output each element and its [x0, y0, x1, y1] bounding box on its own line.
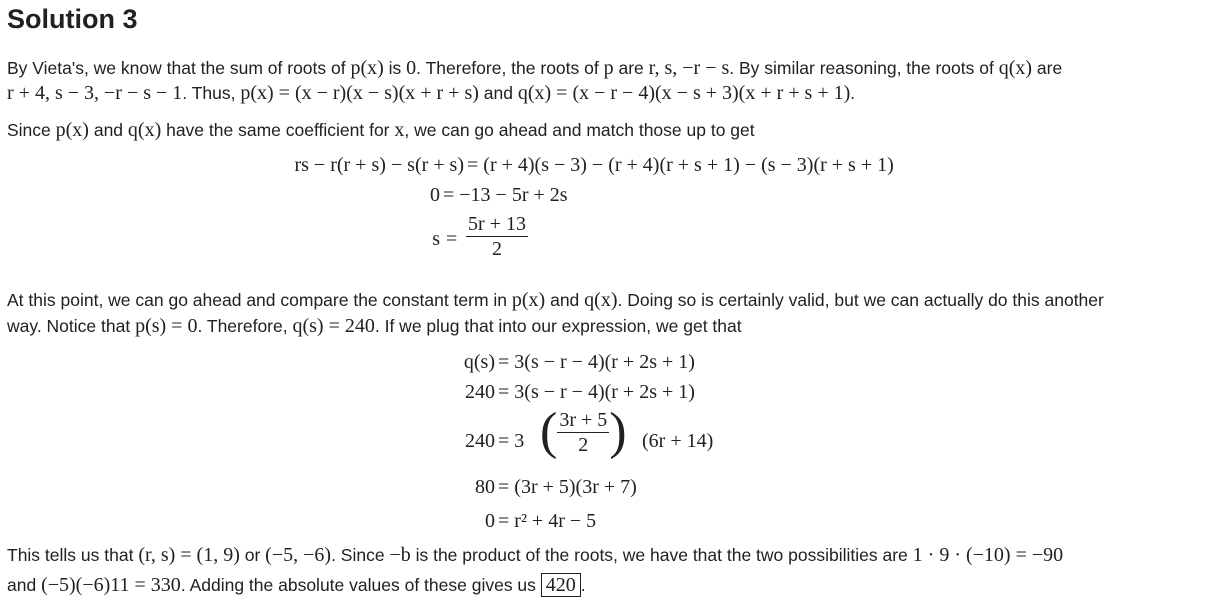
math-inline: q(x) — [998, 57, 1033, 79]
paragraph-4-line-1: This tells us that (r, s) = (1, 9) or (−5, −6). Since −b is the product of the roots, we have that the two possibilities are 1 · 9 · (−10) = −90 — [7, 544, 1064, 566]
solution-heading: Solution 3 — [7, 4, 138, 34]
math-inline: 1 · 9 · (−10) = −90 — [912, 544, 1064, 566]
paragraph-1-line-1: By Vieta's, we know that the sum of roots of p(x) is 0. Therefore, the roots of p are r, s, −r − s. By similar reasoning, the roots of q(x) are — [7, 57, 1063, 79]
math-inline: (r, s) = (1, 9) — [138, 544, 240, 566]
math-inline: q(x) = (x − r − 4)(x − s + 3)(x + r + s + 1) — [517, 82, 851, 104]
math-inline: p(s) = 0 — [135, 315, 198, 337]
paragraph-1-line-2: r + 4, s − 3, −r − s − 1. Thus, p(x) = (x − r)(x − s)(x + r + s) and q(x) = (x − r − 4)(x − s + 3)(x + r + s + 1). — [7, 82, 856, 104]
math-inline: 0 — [406, 57, 417, 79]
math-inline: q(x) — [584, 289, 618, 311]
math-inline: p — [603, 57, 614, 79]
parenthesized-fraction: ( $\frac{3r + 5}{2}$ ) — [540, 403, 627, 460]
math-inline: (−5, −6) — [265, 544, 332, 566]
math-inline: p(x) — [55, 119, 89, 141]
paragraph-3-line-2: way. Notice that p(s) = 0. Therefore, q(s) = 240. If we plug that into our expression, we get that — [7, 315, 742, 337]
boxed-answer: 420 — [541, 573, 581, 597]
fraction: $\frac{5r + 13}{2}$ — [468, 213, 526, 260]
math-inline: −b — [389, 544, 411, 566]
math-inline: (−5)(−6)11 = 330 — [41, 574, 181, 596]
math-inline: r, s, −r − s — [648, 57, 730, 79]
paragraph-2: Since p(x) and q(x) have the same coefficient for x, we can go ahead and match those up to get — [7, 119, 755, 141]
paragraph-4-line-2: and (−5)(−6)11 = 330. Adding the absolute values of these gives us 420 . — [7, 574, 586, 596]
paragraph-3-line-1: At this point, we can go ahead and compare the constant term in p(x) and q(x). Doing so is certainly valid, but we can actually do this another — [7, 289, 1104, 311]
math-inline: p(x) = (x − r)(x − s)(x + r + s) — [240, 82, 479, 104]
math-inline: p(x) — [350, 57, 384, 79]
math-inline: q(x) — [127, 119, 162, 141]
math-inline: r + 4, s − 3, −r − s − 1 — [7, 82, 183, 104]
math-inline: q(s) = 240 — [292, 315, 375, 337]
math-inline: x — [394, 119, 405, 141]
math-inline: p(x) — [511, 289, 546, 311]
